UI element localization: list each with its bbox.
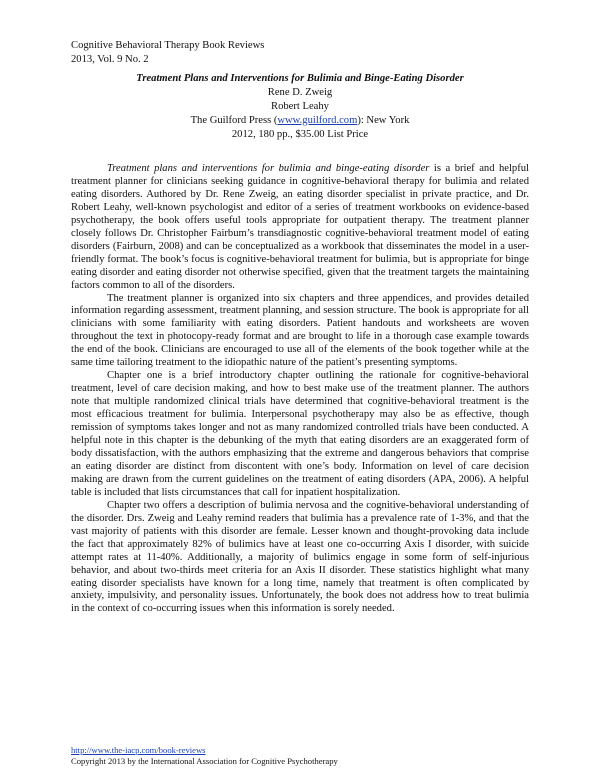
publisher-prefix: The Guilford Press ( [190, 114, 278, 126]
footer-url-link[interactable]: http://www.the-iacp.com/book-reviews [71, 745, 206, 755]
book-title: Treatment Plans and Interventions for Bulimia and Binge-Eating Disorder [136, 73, 464, 84]
publisher-suffix: ): New York [357, 114, 410, 126]
publisher-link[interactable]: www.guilford.com [277, 114, 358, 126]
book-title-italic: Treatment plans and interventions for bulimia and binge-eating disorder [107, 163, 430, 174]
paragraph-4: Chapter two offers a description of bulimia nervosa and the cognitive-behavioral understanding of the disorder. Drs. Zweig and Leahy remind readers that bulimia has a prevalence rate of 1-3%, and that the vast majority of patients with this disorder are female. Lesser known and thought-provoking data include the fact that approximately 82% of bulimics have at least one co-occurring Axis I disorder, with suicide attempt rates at 11-40%. Additionally, a majority of bulimics engage in some form of self-injurious behavior, and about two-thirds meet criteria for an Axis II disorder. These statistics highlight what many eating disorder specialists have known for a long time, namely that treatment is often complicated by anxiety, impulsivity, and personality issues. Unfortunately, the book does not address how to treat bulimia in the context of co-occurring issues when this information is sorely needed. [71, 499, 529, 615]
journal-issue: 2013, Vol. 9 No. 2 [71, 53, 149, 65]
journal-header [71, 39, 264, 66]
publisher-line [71, 114, 529, 128]
footer-copyright: Copyright 2013 by the International Association for Cognitive Psychotherapy [71, 755, 338, 766]
paragraph-1 [71, 163, 529, 293]
paragraph-2: The treatment planner is organized into six chapters and three appendices, and provides detailed information regarding assessment, treatment planning, and session structure. The book is appropriate for all clinicians with some familiarity with eating disorders. Patient handouts and worksheets are woven throughout the text in photocopy-ready format and are brought to life in a thorough case example towards the end of the book. Clinicians are encouraged to use all of the elements of the book together while at the same time tailoring treatment to the idiopathic nature of the patient’s presenting symptoms. [71, 292, 529, 369]
paragraph-1-text: is a brief and helpful treatment planner for clinicians seeking guidance in cognitive-behavioral therapy for bulimia and related eating disorders. Authored by Dr. Rene Zweig, an eating disorder specialist in private practice, and Dr. Robert Leahy, well-known psychologist and editor of a series of treatment workbooks on evidence-based psychotherapy, the book offers useful tools appropriate for outpatient therapy. The treatment planner closely follows Dr. Christopher Fairbum’s transdiagnostic cognitive-behavioral treatment model of eating disorders (Fairburn, 2008) and can be conceptualized as a workbook that disseminates the model in a user-friendly format. The book’s focus is cognitive-behavioral treatment for bulimia, but is appropriate for binge eating disorder and eating disorder not otherwise specified, given that the treatment targets the maintaining factors common to all of the disorders. [71, 163, 529, 291]
paragraph-3: Chapter one is a brief introductory chapter outlining the rationale for cognitive-behavioral treatment, level of care decision making, and how to best make use of the treatment planner. The authors note that multiple randomized clinical trials have determined that cognitive-behavioral treatment is the most efficacious treatment for bulimia. Interpersonal psychotherapy may also be as effective, though remission of symptoms takes longer and not as many randomized controlled trials have been conducted. A helpful note in this chapter is the debunking of the myth that eating disorders are an exaggerated form of body dissatisfaction, with the authors emphasizing that the extreme and dangerous behaviors that comprise an eating disorder are distinct from discontent with one’s body. Information on level of care decision making are drawn from the current guidelines on the treatment of eating disorders (APA, 2006). A helpful table is included that lists circumstances that call for inpatient hospitalization. [71, 370, 529, 498]
author-1: Rene D. Zweig [267, 86, 333, 98]
page-footer [71, 745, 338, 766]
review-body [71, 163, 529, 616]
journal-name: Cognitive Behavioral Therapy Book Reviews [71, 40, 265, 51]
book-details: 2012, 180 pp., $35.00 List Price [231, 128, 369, 140]
book-info [71, 72, 529, 142]
author-2: Robert Leahy [271, 100, 329, 112]
